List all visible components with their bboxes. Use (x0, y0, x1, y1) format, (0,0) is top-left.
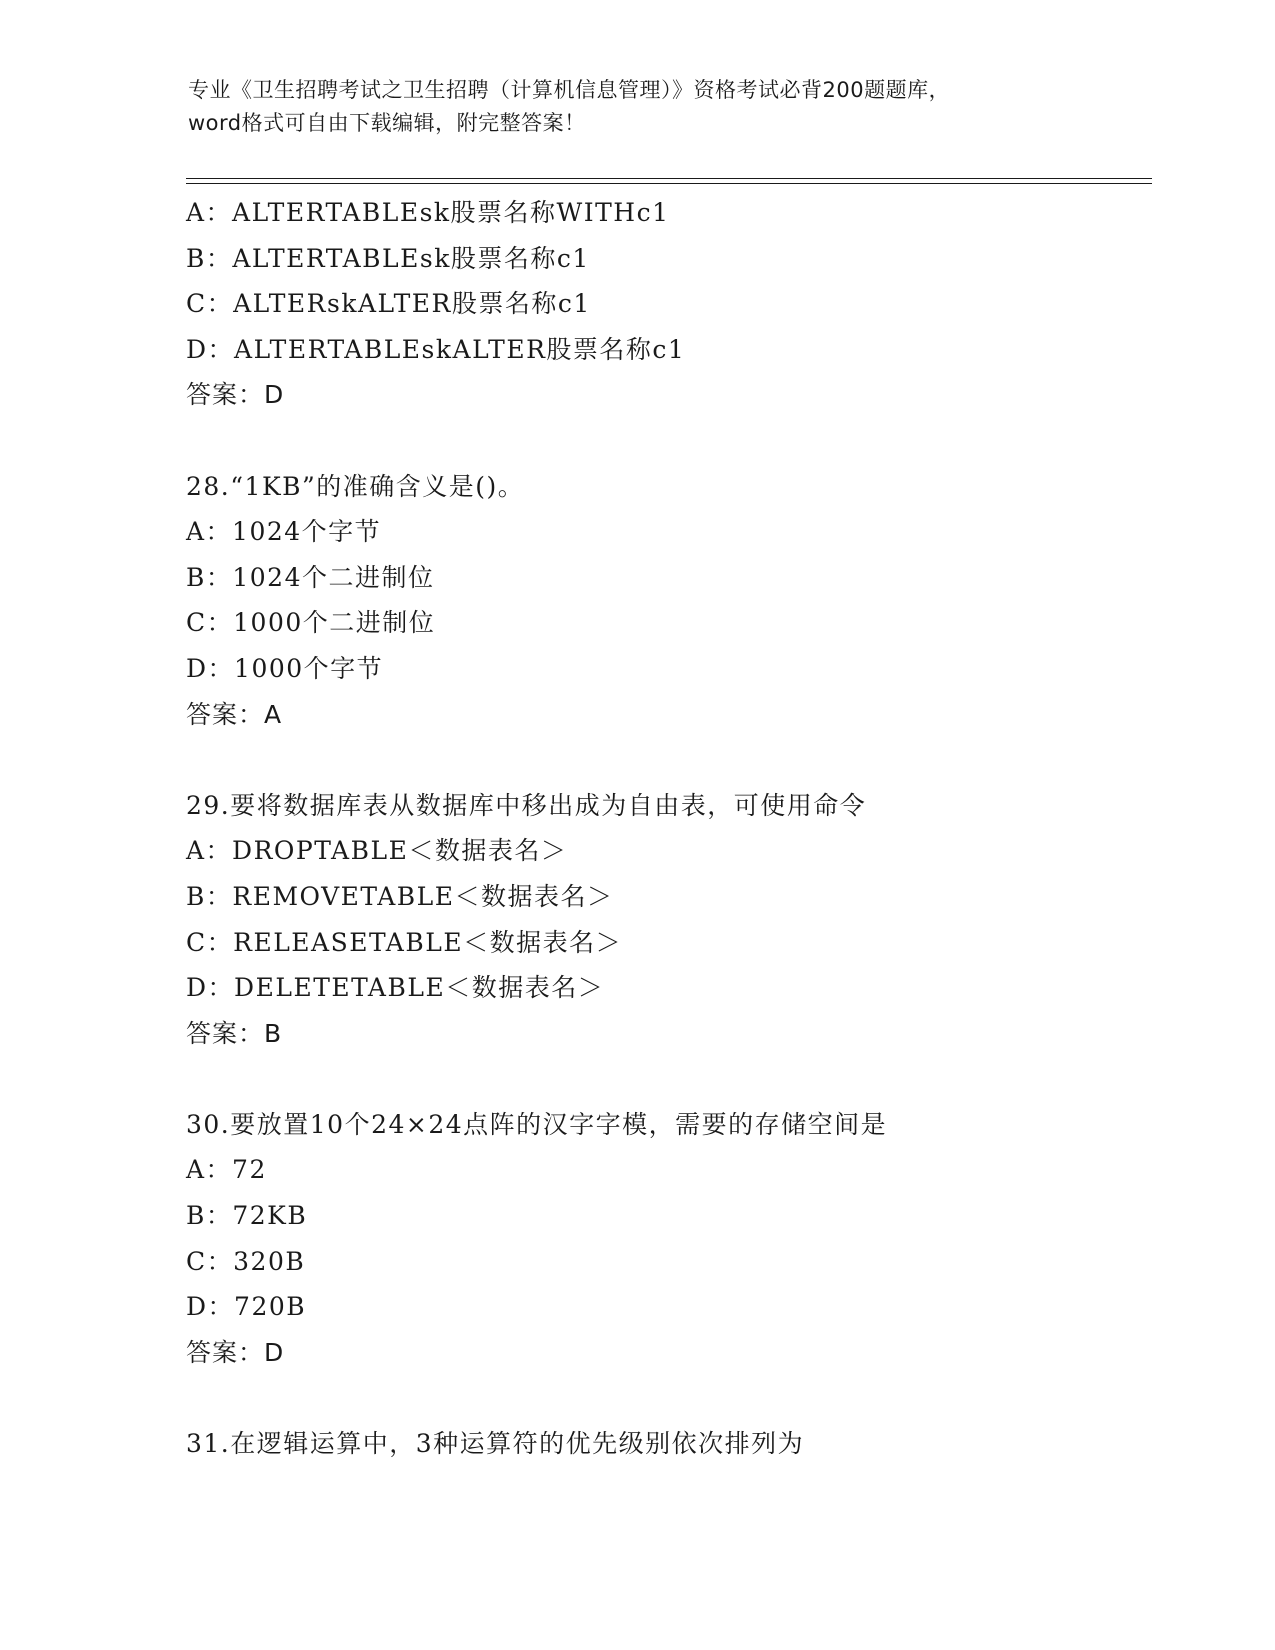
option-b: B：72KB (186, 1201, 308, 1231)
option-d: D：720B (186, 1292, 307, 1322)
block-spacer (186, 1056, 1146, 1102)
answer: 答案：D (186, 380, 285, 410)
answer: 答案：D (186, 1337, 285, 1367)
header-divider (186, 178, 1152, 184)
header-title-line-2: word格式可自由下载编辑，附完整答案！ (188, 111, 586, 135)
question-block-28 (186, 464, 1146, 738)
option-c: C：320B (186, 1246, 306, 1276)
header-title-line-1: 专业《卫生招聘考试之卫生招聘（计算机信息管理）》资格考试必背200题题库， (188, 78, 951, 102)
option-c: C：ALTERskALTER股票名称c1 (186, 289, 591, 319)
question-text: 28.“1KB”的准确含义是()。 (186, 471, 525, 501)
question-block-30 (186, 1102, 1146, 1376)
question-text: 29.要将数据库表从数据库中移出成为自由表，可使用命令 (186, 790, 867, 820)
question-block-31 (186, 1421, 1146, 1467)
block-spacer (186, 737, 1146, 783)
question-block-27 (186, 190, 1146, 418)
option-b: B：ALTERTABLEsk股票名称c1 (186, 243, 590, 273)
option-d: D：DELETETABLE＜数据表名＞ (186, 973, 605, 1003)
option-a: A：72 (186, 1155, 267, 1185)
option-d: D：1000个字节 (186, 653, 384, 683)
block-spacer (186, 418, 1146, 464)
question-list (186, 190, 1146, 1467)
option-a: A：ALTERTABLEsk股票名称WITHc1 (186, 198, 670, 227)
question-text: 31.在逻辑运算中，3种运算符的优先级别依次排列为 (186, 1429, 805, 1459)
option-d: D：ALTERTABLEskALTER股票名称c1 (186, 334, 686, 364)
block-spacer (186, 1375, 1146, 1421)
option-b: B：REMOVETABLE＜数据表名＞ (186, 881, 614, 911)
option-c: C：1000个二进制位 (186, 608, 436, 638)
question-text: 30.要放置10个24×24点阵的汉字字模，需要的存储空间是 (186, 1109, 888, 1139)
answer: 答案：A (186, 699, 283, 729)
option-a: A：1024个字节 (186, 517, 382, 547)
option-b: B：1024个二进制位 (186, 562, 435, 592)
answer: 答案：B (186, 1018, 283, 1048)
document-header (188, 74, 1088, 140)
question-block-29 (186, 783, 1146, 1057)
option-c: C：RELEASETABLE＜数据表名＞ (186, 927, 623, 957)
option-a: A：DROPTABLE＜数据表名＞ (186, 836, 568, 866)
